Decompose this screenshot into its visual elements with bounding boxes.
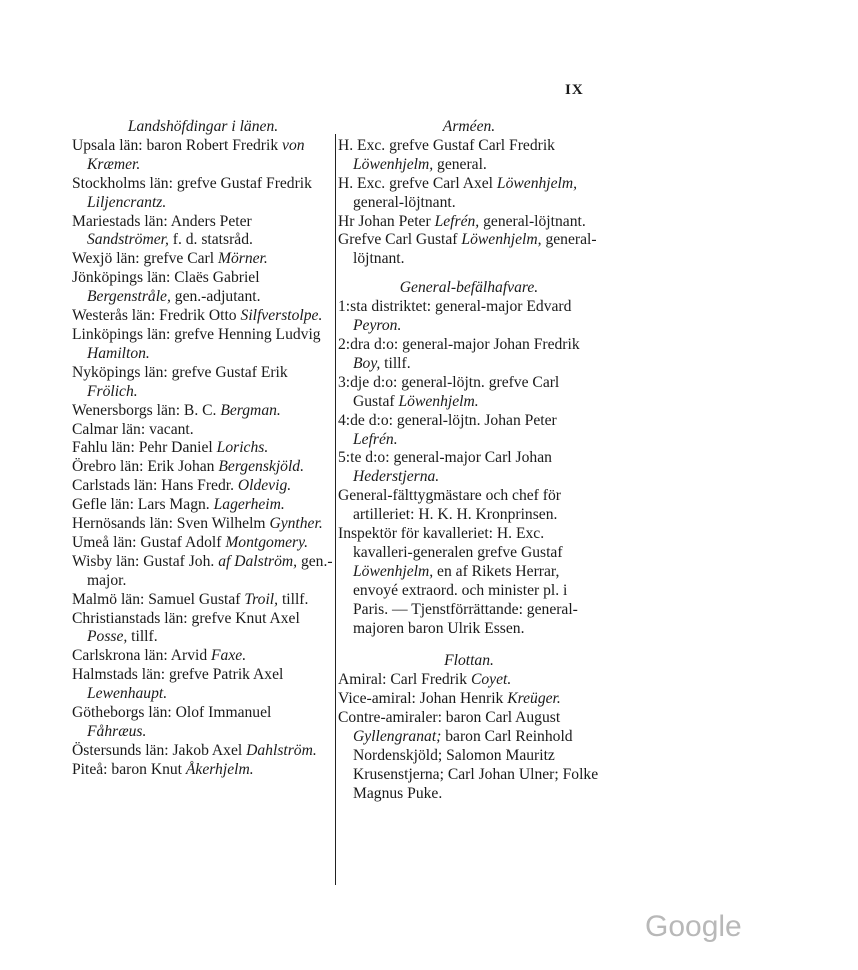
entry-name: Bergenstråle, (87, 288, 171, 306)
entry-text: Stockholms län: grefve Gustaf Fredrik (72, 174, 312, 192)
left-column (72, 118, 334, 780)
page-number: IX (565, 82, 584, 98)
entry-text: H. Exc. grefve Gustaf Carl Fredrik (338, 136, 555, 154)
entry-text: Mariestads län: Anders Peter (72, 212, 252, 230)
entry (72, 477, 334, 496)
entry (72, 515, 334, 534)
left-heading: Landshöfdingar i länen. (127, 118, 279, 135)
entry-text: Contre-amiraler: baron Carl August (338, 709, 561, 727)
google-watermark: Google (645, 910, 742, 943)
entry-name: Sandströmer, (87, 231, 169, 249)
entry-tail: tillf. (278, 590, 309, 608)
entry (72, 534, 334, 553)
entry-name: Faxe. (211, 647, 247, 665)
entry (72, 666, 334, 704)
entry (72, 250, 334, 269)
section-heading: Arméen. (442, 118, 496, 135)
entry-text: Grefve Carl Gustaf (338, 231, 462, 249)
entry (338, 525, 600, 638)
entry-text: H. Exc. grefve Carl Axel (338, 174, 497, 192)
entry (72, 647, 334, 666)
entry-text: Halmstads län: grefve Patrik Axel (72, 666, 284, 684)
entry-name: Frölich. (87, 382, 138, 400)
entry-name: Boy, (353, 354, 381, 372)
entry-name: af Dalström, (218, 552, 298, 570)
entry-name: Troil, (244, 590, 279, 608)
entry-tail: gen.-major. (87, 552, 333, 589)
entry-text: Upsala län: baron Robert Fredrik (72, 136, 283, 154)
entry-name: Lefrén, (434, 212, 480, 230)
entry-text: Hernösands län: Sven Wilhelm (72, 515, 270, 533)
entry-name: Lorichs. (216, 439, 269, 457)
section-heading: Flottan. (444, 652, 494, 670)
entry (72, 591, 334, 610)
entry-name: Gynther. (269, 515, 323, 533)
right-column (338, 118, 600, 804)
entry (72, 761, 334, 780)
entry-name: Gyllengranat; (353, 728, 442, 746)
entry-text: Piteå: baron Knut (72, 760, 186, 778)
entry (72, 364, 334, 402)
entry (72, 439, 334, 458)
entry-name: Lewenhaupt. (87, 685, 168, 703)
entry-name: Montgomery. (225, 533, 309, 551)
entry (72, 213, 334, 251)
entry-name: Bergman. (220, 401, 281, 419)
entry-tail: general-löjtnant. (353, 193, 456, 211)
entry-tail: en af Rikets Herrar, envoyé extraord. och minister pl. i Paris. — Tjenstförrättande: general-majoren baron Ulrik Essen. (353, 562, 578, 637)
entry-name: Dahlström. (246, 741, 317, 759)
entry-tail: general-löjtnant. (353, 231, 597, 268)
entry (72, 704, 334, 742)
entry (338, 213, 600, 232)
entry (72, 742, 334, 761)
entry-name: Löwenhjelm, (496, 174, 578, 192)
entry-text: Inspektör för kavalleriet: H. Exc. kavalleri-generalen grefve Gustaf (338, 525, 563, 561)
entry-name: Lefrén. (353, 430, 398, 448)
entry-text: Hr Johan Peter (338, 212, 435, 230)
entry-name: Posse, (87, 628, 128, 646)
entry (338, 690, 600, 709)
entry (72, 553, 334, 591)
entry-text: 1:sta distriktet: general-major Edvard (338, 298, 572, 316)
entry-name: Oldevig. (237, 477, 292, 495)
entry-tail: f. d. statsråd. (168, 231, 253, 249)
entry-text: Gefle län: Lars Magn. (72, 496, 214, 514)
entry-text: Amiral: Carl Fredrik (338, 671, 471, 689)
entry-name: Hederstjerna. (353, 468, 440, 486)
entry (72, 402, 334, 421)
entry-name: Liljencrantz. (87, 193, 167, 211)
column-divider (335, 134, 336, 885)
section-heading: General-befälhafvare. (399, 279, 539, 297)
entry (338, 487, 600, 525)
entry-name: Hamilton. (87, 344, 150, 362)
entry (72, 326, 334, 364)
entry-name: Löwenhjelm. (398, 392, 479, 410)
entry-tail: gen.-adjutant. (170, 288, 261, 306)
entry-tail: general. (433, 155, 487, 173)
entry-text: 2:dra d:o: general-major Johan Fredrik (338, 335, 580, 353)
entry (338, 336, 600, 374)
entry-text: Linköpings län: grefve Henning Ludvig (72, 325, 321, 343)
entry-name: Silfverstolpe. (240, 307, 323, 325)
entry-text: Christianstads län: grefve Knut Axel (72, 609, 300, 627)
entry-name: Lagerheim. (213, 496, 285, 514)
entry-text: Fahlu län: Pehr Daniel (72, 439, 217, 457)
entry-text: Jönköpings län: Claës Gabriel (72, 269, 260, 287)
left-entries-list (72, 137, 334, 780)
entry-name: Fåhræus. (87, 723, 147, 740)
entry-tail: baron Carl Reinhold Nordenskjöld; Salomon Mauritz Krusenstjerna; Carl Johan Ulner; Folke Magnus Puke. (353, 728, 599, 802)
entry-text: Westerås län: Fredrik Otto (72, 307, 241, 325)
entry-text: General-fälttygmästare och chef för artilleriet: H. K. H. Kronprinsen. (338, 487, 561, 524)
entry (338, 709, 600, 804)
entry-tail: tillf. (127, 628, 158, 646)
entry (72, 458, 334, 477)
entry-name: Mörner. (217, 250, 268, 268)
entry-name: von Kræmer. (87, 136, 305, 173)
entry (72, 307, 334, 326)
entry (338, 137, 600, 175)
entry-name: Coyet. (470, 671, 512, 689)
entry-name: Bergenskjöld. (218, 458, 304, 476)
entry (338, 412, 600, 450)
entry (72, 421, 334, 440)
entry-text: Umeå län: Gustaf Adolf (72, 533, 226, 551)
entry (338, 175, 600, 213)
entry-text: Östersunds län: Jakob Axel (72, 741, 247, 759)
entry (72, 496, 334, 515)
entry (338, 449, 600, 487)
entry (72, 137, 334, 175)
entry-name: Löwenhjelm, (461, 231, 542, 249)
entry-text: 5:te d:o: general-major Carl Johan (338, 449, 552, 467)
entry (338, 298, 600, 336)
entry (72, 175, 334, 213)
entry (338, 231, 600, 269)
entry-tail: tillf. (380, 354, 411, 372)
entry-name: Åkerhjelm. (185, 760, 254, 778)
entry-name: Löwenhjelm, (353, 562, 434, 580)
entry-text: Calmar län: vacant. (72, 420, 194, 438)
entry-text: Nyköpings län: grefve Gustaf Erik (72, 363, 288, 381)
entry (338, 374, 600, 412)
entry-name: Kreüger. (507, 690, 561, 708)
entry (338, 671, 600, 690)
entry-text: 4:de d:o: general-löjtn. Johan Peter (338, 411, 557, 429)
entry-text: 3:dje d:o: general-löjtn. grefve Carl Gustaf (338, 373, 560, 410)
entry-text: Vice-amiral: Johan Henrik (338, 690, 508, 708)
entry-text: Carlskrona län: Arvid (72, 647, 212, 665)
entry-text: Örebro län: Erik Johan (72, 458, 219, 476)
entry-name: Peyron. (353, 317, 402, 335)
entry-tail: general-löjtnant. (479, 212, 586, 230)
entry-text: Wexjö län: grefve Carl (72, 250, 218, 268)
entry-text: Wenersborgs län: B. C. (72, 401, 221, 419)
entry (72, 269, 334, 307)
entry-text: Carlstads län: Hans Fredr. (72, 477, 238, 495)
entry-name: Löwenhjelm, (353, 155, 434, 173)
entry-text: Malmö län: Samuel Gustaf (72, 590, 245, 608)
entry (72, 610, 334, 648)
right-sections (338, 118, 600, 804)
entry-text: Wisby län: Gustaf Joh. (72, 552, 219, 570)
entry-text: Götheborgs län: Olof Immanuel (72, 704, 272, 722)
